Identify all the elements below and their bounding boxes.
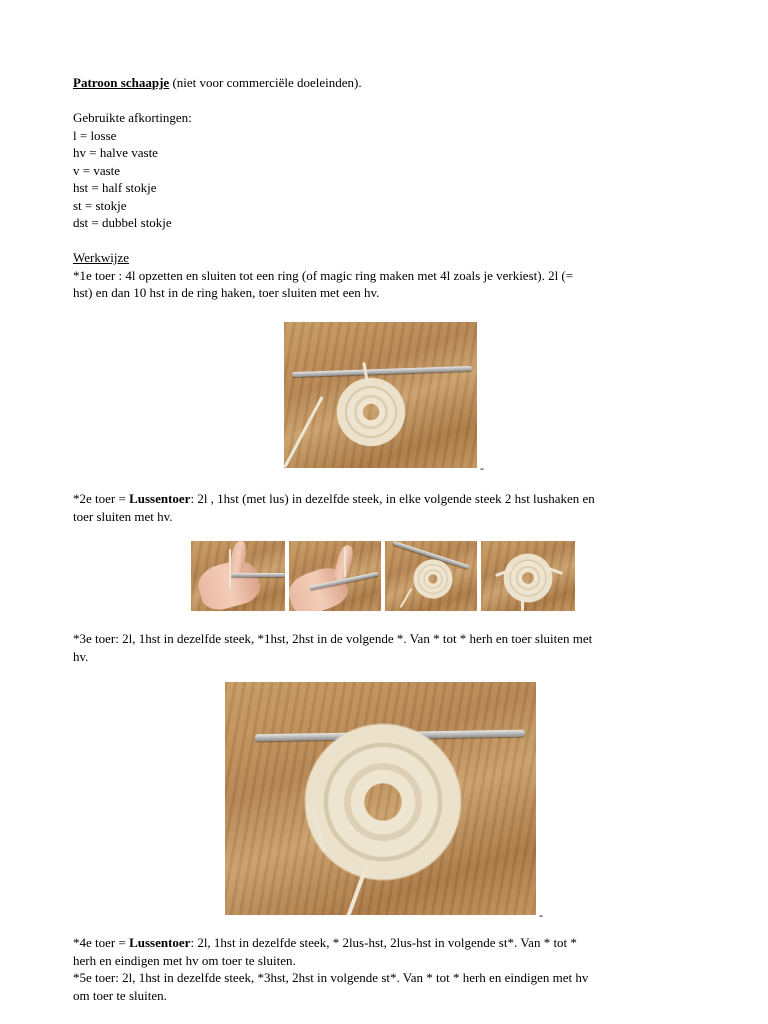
round2-block [73,490,703,525]
document-body [73,74,703,302]
photo-round2-step3 [385,541,477,611]
round4-line1: *4e toer = Lussentoer: 2l, 1hst in dezelfde steek, * 2lus-hst, 2lus-hst in volgende st*. Van * tot * [73,935,577,950]
title-note: (niet voor commerciële doeleinden). [169,75,362,90]
round2-line1: *2e toer = Lussentoer: 2l , 1hst (met lus) in dezelfde steek, in elke volgende steek 2 hst lushaken en [73,491,595,506]
round4-line2: herh en eindigen met hv om toer te sluiten. [73,952,296,968]
round1-line1: *1e toer : 4l opzetten en sluiten tot een ring (of magic ring maken met 4l zoals je verkiest). 2l (= [73,267,574,283]
lussentoer-label: Lussentoer [129,491,191,506]
photo-marker: - [480,461,484,475]
photo-round1 [284,322,477,468]
abbreviation-item: l = losse [73,127,117,143]
title-line [73,74,703,92]
round4-5-block [73,934,703,1004]
photo-round2-step1 [191,541,285,611]
round1-line2: hst) en dan 10 hst in de ring haken, toer sluiten met een hv. [73,285,380,300]
abbreviation-item: hv = halve vaste [73,145,158,160]
photo-marker: - [539,908,543,922]
abbreviation-item: dst = dubbel stokje [73,215,172,230]
abbreviation-item: v = vaste [73,162,121,178]
photo-round3 [225,682,536,915]
abbreviation-item: hst = half stokje [73,180,157,195]
round3-line1: *3e toer: 2l, 1hst in dezelfde steek, *1hst, 2hst in de volgende *. Van * tot * herh en toer sluiten met [73,631,593,646]
round2-line2: toer sluiten met hv. [73,508,173,524]
pattern-title: Patroon schaapje [73,75,170,90]
photo-round2-step4 [481,541,575,611]
lussentoer-label: Lussentoer [129,935,191,950]
method-heading: Werkwijze [73,250,129,265]
abbreviations-heading: Gebruikte afkortingen: [73,110,192,125]
round5-line2: om toer te sluiten. [73,987,167,1003]
round3-line2: hv. [73,648,89,664]
photo-round2-step2 [289,541,381,611]
round3-block [73,630,703,665]
round5-line1: *5e toer: 2l, 1hst in dezelfde steek, *3hst, 2hst in volgende st*. Van * tot * herh en eindigen met hv [73,970,589,985]
abbreviation-item: st = stokje [73,197,127,213]
